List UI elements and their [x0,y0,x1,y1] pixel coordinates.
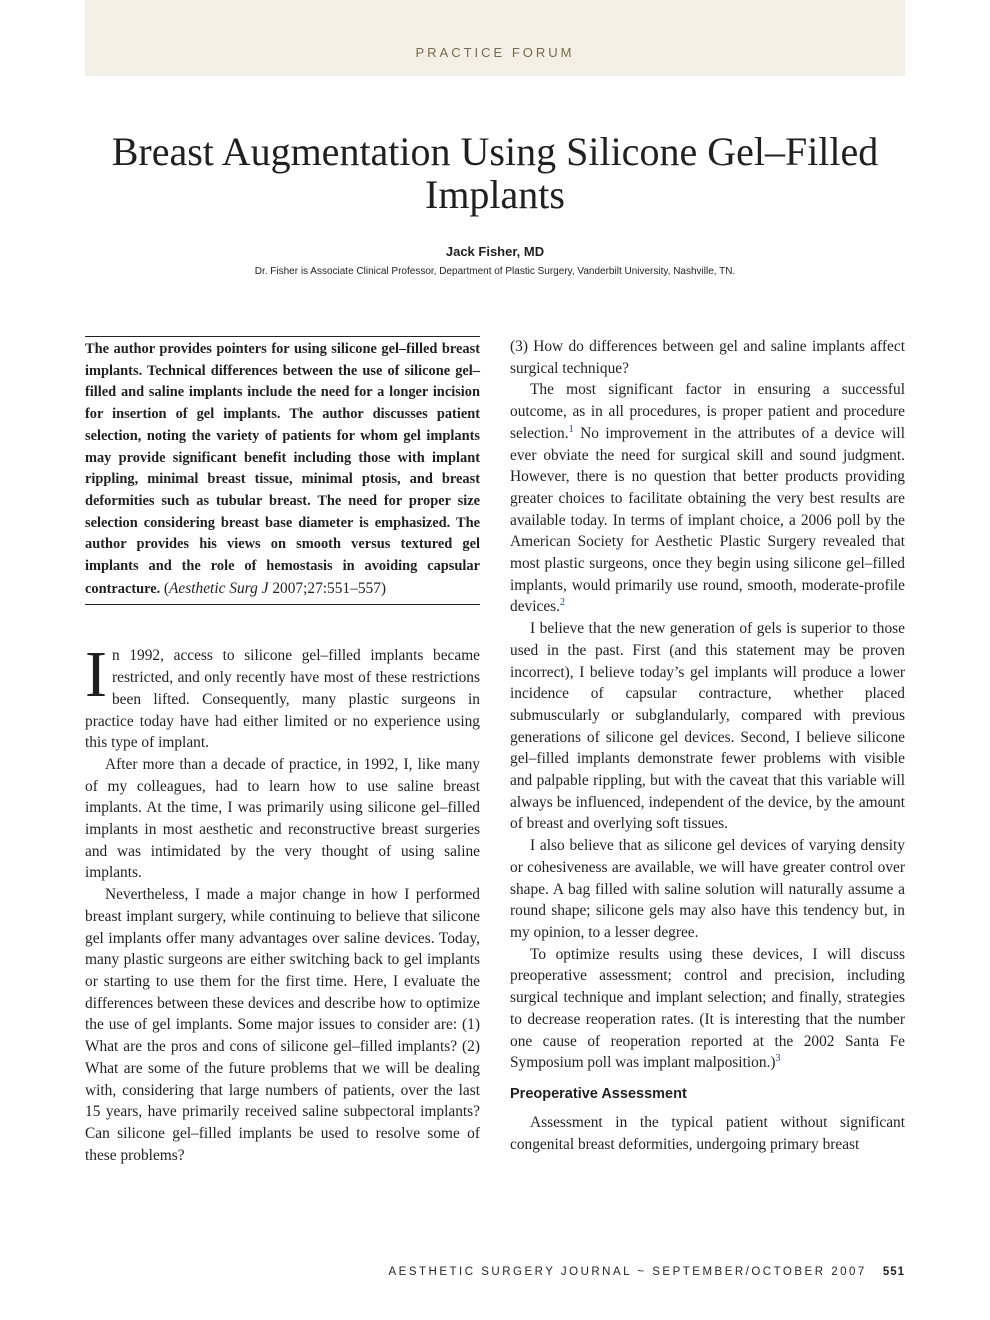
right-column [510,336,905,1155]
left-column [85,336,480,1166]
abstract [85,336,480,605]
section-heading-preoperative: Preoperative Assessment [510,1085,687,1102]
section-banner [85,0,905,76]
page-number: 551 [882,1266,905,1278]
author-affiliation: Dr. Fisher is Associate Clinical Professor, Department of Plastic Surgery, Vanderbilt University, Nashville, TN. [254,266,736,277]
body-paragraph-1: In 1992, access to silicone gel–filled implants became restricted, and only recently have most of these restrictions been lifted. Consequently, many plastic surgeons in practice today have had either limited or no experience using this type of implant. [85,638,480,752]
abstract-text: The author provides pointers for using silicone gel–filled breast implants. Technical differences between the use of silicone gel–filled and saline implants include the need for a longer incision for insertion of gel implants. The author discusses patient selection, noting the variety of patients for whom gel implants may provide significant benefit including those with implant rippling, minimal breast tissue, minimal ptosis, and breast deformities such as tubular breast. The need for proper size selection considering breast base diameter is emphasized. The author provides his views on smooth versus textured gel implants and the role of hemostasis in avoiding capsular contracture. [85,341,480,597]
author-name: Jack Fisher, MD [445,244,545,259]
body-paragraph-2: After more than a decade of practice, in 1992, I, like many of my colleagues, had to learn how to use saline breast implants. At the time, I was primarily using silicone gel–filled implants in most aesthetic and reconstructive breast surgeries and was intimidated by the very thought of using saline implants. [85,755,480,882]
section-label: PRACTICE FORUM [415,45,575,60]
page-footer [389,1266,906,1278]
body-paragraph-4: (3) How do differences between gel and saline implants affect surgical technique? [510,338,905,377]
body-paragraph-6: I believe that the new generation of gels is superior to those used in the past. First (and this statement may be proven incorrect), I believe today’s gel implants will produce a lower incidence of capsular contracture, whether placed submuscularly or subglandularly, compared with previous generations of silicone gel devices. Second, I believe silicone gel–filled implants demonstrate fewer problems with visible and palpable rippling, but with the caveat that this variable will always be influenced, independent of the device, by the amount of breast and overlying soft tissues. [510,620,905,833]
body-paragraph-5: The most significant factor in ensuring a successful outcome, as in all procedures, is proper patient and procedure selection.$^1$ No improvement in the attributes of a device will ever obviate the need for surgical skill and sound judgment. However, there is no question that better products providing greater choices to facilitate obtaining the very best results are available today. In terms of implant choice, a 2006 poll by the American Society for Aesthetic Plastic Surgery revealed that most plastic surgeons, once they begin using silicone gel–filled implants, would primarily use round, smooth, moderate-profile devices.$^2$ [510,381,905,616]
abstract-citation: (Aesthetic Surg J 2007;27:551–557) [163,579,387,597]
reference-link-3[interactable]: 3 [775,1053,781,1065]
article-title: Breast Augmentation Using Silicone Gel–Filled Implants [111,129,879,217]
citation-journal: Aesthetic Surg J [169,579,269,597]
body-paragraph-9: Assessment in the typical patient without significant congenital breast deformities, undergoing primary breast [510,1113,905,1153]
drop-cap: I [85,638,107,712]
body-paragraph-7: I also believe that as silicone gel devices of varying density or cohesiveness are available, we will have greater control over shape. A bag filled with saline solution will naturally assume a round shape; silicone gels may also have this tendency but, in my opinion, to a lesser degree. [510,837,905,941]
reference-link-2[interactable]: 2 [560,597,565,609]
reference-link-1[interactable]: 1 [568,423,574,435]
footer-journal: AESTHETIC SURGERY JOURNAL ~ SEPTEMBER/OCTOBER 2007 [388,1266,867,1278]
body-paragraph-3: Nevertheless, I made a major change in how I performed breast implant surgery, while continuing to believe that silicone gel implants offer many advantages over saline devices. Today, many plastic surgeons are either switching back to gel implants or starting to use them for the first time. Here, I evaluate the differences between these devices and describe how to optimize the use of gel implants. Some major issues to consider are: (1) What are the pros and cons of silicone gel–filled implants? (2) What are some of the future problems that we will be dealing with, considering that large numbers of patients, over the last 15 years, have primarily received saline subpectoral implants? Can silicone gel–filled implants be used to resolve some of these problems? [85,886,480,1164]
body-paragraph-8: To optimize results using these devices, I will discuss preoperative assessment; control and precision, including surgical technique and implant selection; and finally, strategies to decrease reoperation rates. (It is interesting that the number one cause of reoperation reported at the 2002 Santa Fe Symposium poll was implant malposition.)$^3$ [510,945,905,1072]
